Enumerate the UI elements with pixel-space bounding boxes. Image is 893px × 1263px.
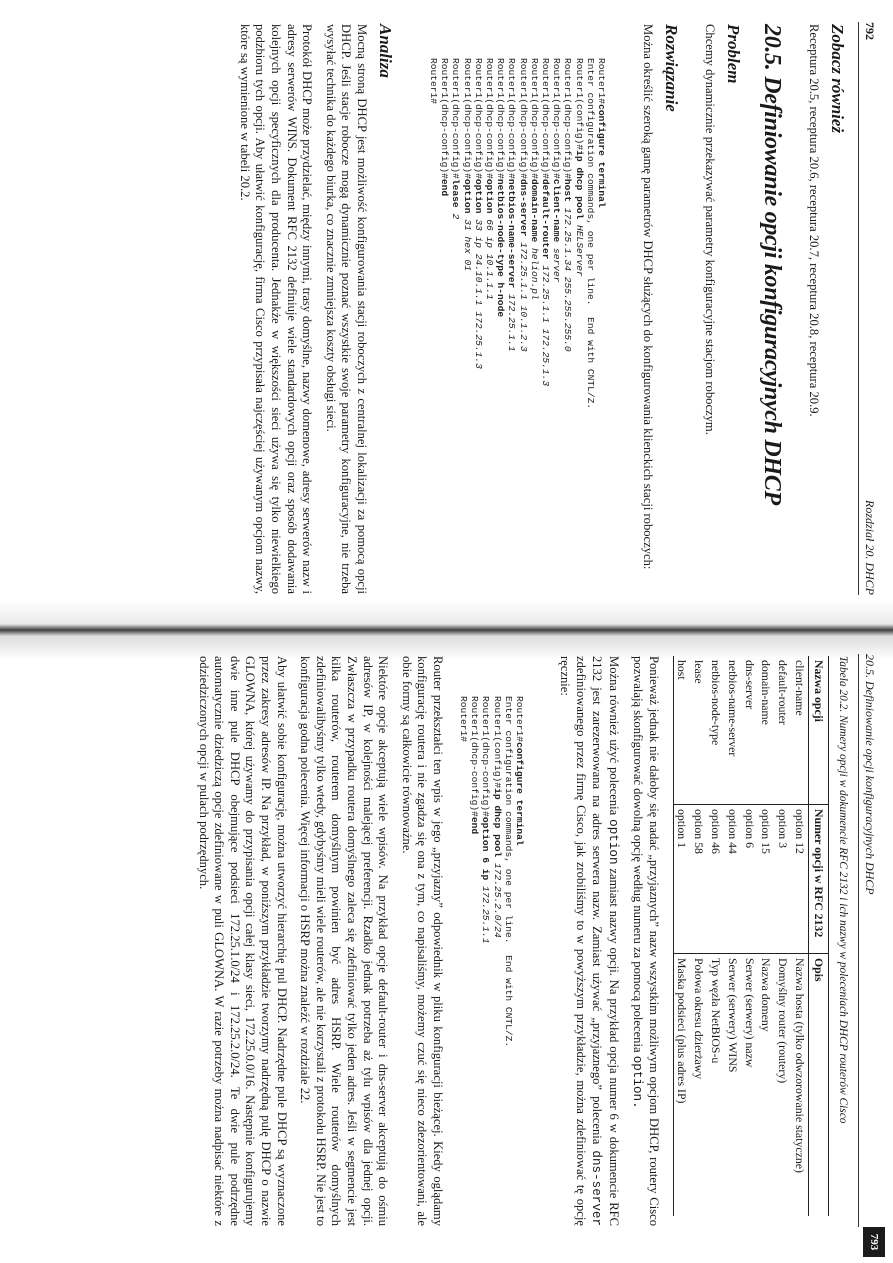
table-cell: domain-name xyxy=(759,660,774,725)
code-line xyxy=(461,58,472,628)
code-prompt: Router1(dhcp-config)# xyxy=(539,58,551,179)
table-row xyxy=(791,656,808,1216)
table-cell: Serwer (serwery) nazw xyxy=(741,954,758,1217)
chapter-running-head: Rozdział 20. DHCP xyxy=(863,499,877,595)
code-command: option xyxy=(472,178,484,214)
table-row xyxy=(673,656,690,1216)
code-argument: 172.25.1.1 xyxy=(506,288,518,352)
code-block xyxy=(458,696,525,1263)
code-prompt: Router1(dhcp-config)# xyxy=(551,58,563,179)
code-line xyxy=(506,58,517,628)
code-argument: 33 ip 24.10.1.1 172.25.1.3 xyxy=(472,213,484,369)
code-prompt: Router1# xyxy=(514,696,525,743)
table-cell: host xyxy=(673,656,690,805)
code-line xyxy=(495,58,506,628)
running-header xyxy=(858,22,881,595)
code-line xyxy=(503,696,514,1263)
code-line xyxy=(473,58,484,628)
code-line xyxy=(450,58,461,628)
paragraph-4: Niektóre opcje akceptują wiele wpisów. Na przykład opcje default-router i dns-server akceptują do ośmiu adresów IP, w kolejności malejącej preferencji. Rzadko jednak potrzeba aż tylu wpisów dla jednej opcji. Zwłaszcza w przypadku routera domyślnego zaleca się zdefiniować tylko jeden adres. Jeśli w segmencie jest kilka routerów, routerem domyślnym powinien być adres HSRP. Wiele routerów domyślnych zdefiniowalibyśmy tylko wtedy, gdybyśmy mieli wiele routerów, ale nie korzystali z protokołu HSRP. Nie jest to konfiguracja godna polecenia. Więcej informacji o HSRP można znaleźć w rozdziale 22. xyxy=(298,656,391,1226)
table-row xyxy=(774,656,791,1216)
code-prompt: Router1(dhcp-config)# xyxy=(469,696,481,817)
code-command: netbios-node-type h-node xyxy=(495,178,507,318)
code-line xyxy=(491,696,502,1263)
inline-code: option. xyxy=(630,1055,645,1109)
code-argument: 172.25.2.0/24 xyxy=(491,857,503,938)
table-cell: option 1 xyxy=(673,805,690,954)
code-block xyxy=(428,58,607,628)
table-cell: Serwer (serwery) WINS xyxy=(724,954,741,1217)
body-text-right-2 xyxy=(195,656,445,1226)
table-caption: Tabela 20.2. Numery opcji w dokumencie RFC 2132 i ich nazwy w poleceniach DHCP routerów Cisco xyxy=(837,656,849,1124)
table-cell: lease xyxy=(692,660,707,684)
code-prompt: Router1# xyxy=(457,696,469,743)
code-line xyxy=(458,696,469,1263)
code-line xyxy=(480,696,491,1263)
table-row xyxy=(690,656,707,1216)
recipe-title-block xyxy=(758,24,785,594)
table-row xyxy=(707,656,724,1216)
code-argument: helion.pl xyxy=(528,242,540,300)
body-text-right xyxy=(556,656,661,1226)
paragraph-5: Aby ułatwić sobie konfigurację, można utworzyć hierarchię pul DHCP. Nadrzędne pule DHCP są wyznaczone przez zakresy adresów IP. Na przykład, w poniższym przykładzie tworzymy nadrzędną pulę DHCP o nazwie GLOWNA, której używamy do przypisania opcji całej klasy sieci, 172.25.0.0/16. Następnie konfigurujemy dwie inne pule DHCP obejmujące podsieci 172.25.1.0/24 i 172.25.2.0/24. Te dwie pule podrzędne automatycznie dziedziczą opcje zdefiniowane w puli GLOWNA. W razie potrzeby można nadpisać niektóre z odziedziczonych opcji w pulach podrzędnych. xyxy=(196,656,289,1226)
code-line xyxy=(439,58,450,628)
code-command: domain-name xyxy=(528,178,540,243)
see-also-heading: Zobacz również xyxy=(828,24,847,134)
code-command: option xyxy=(483,178,495,214)
code-line xyxy=(469,696,480,1263)
analysis-paragraph-2: Protokół DHCP może przydzielać, między innymi, trasy domyślne, nazwy domenowe, adresy serwerów nazw i adresy serwerów WINS. Dokument RFC 2132 definiuje wiele standardowych opcji oraz sposób dodawania kolejnych opcji specyficznych dla producenta. Jednakże w większości sieci używa się tylko niewielkiego podzbioru tych opcji. Aby ułatwić konfigurację, firma Cisco przypisała najczęściej używanym opcjom nazwy, które są wymienione w tabeli 20.2. xyxy=(237,24,315,594)
code-line xyxy=(484,58,495,628)
inline-code: option xyxy=(605,819,620,865)
page-number-right: 793 xyxy=(863,1227,885,1257)
solution-section xyxy=(639,24,681,594)
code-line xyxy=(562,58,573,628)
paragraph-1: Ponieważ jednak nie dałoby się nadać „przyjaznych” nazw wszystkim możliwym opcjom DHCP, routery Cisco pozwalają skonfigurować dowolną opcję według numeru za pomocą polecenia option. xyxy=(630,656,661,1226)
paragraph-3: Router przekształci ten wpis w jego „przyjazny” odpowiednik w pliku konfiguracji bieżącej. Kiedy oglądamy konfigurację routera i nie zgadza się ona z tym, co napisaliśmy, możemy czuć się nieco zdezorientowani, ale obie formy są całkowicie równoważne. xyxy=(399,656,445,1226)
running-header-right xyxy=(858,654,881,1227)
table-cell: option 12 xyxy=(791,805,808,954)
code-line xyxy=(596,58,607,628)
problem-text: Chcemy dynamicznie przekazywać parametry konfiguracyjne stacjom roboczym. xyxy=(703,24,717,435)
analysis-heading: Analiza xyxy=(376,24,395,78)
code-prompt: Router1(dhcp-config)# xyxy=(480,696,492,817)
code-line xyxy=(428,58,439,628)
table-cell: option 46 xyxy=(707,805,724,954)
table-row xyxy=(724,656,741,1216)
code-line xyxy=(540,58,551,628)
code-command: configure terminal xyxy=(596,104,607,208)
code-prompt: Enter configuration commands, one per line. End with CNTL/Z. xyxy=(584,58,596,410)
code-argument: 172.25.1.1 10.1.2.3 xyxy=(517,236,529,352)
analysis-paragraph-1: Mocną stroną DHCP jest możliwość konfigurowania stacji roboczych z centralnej lokalizacji za pomocą opcji DHCP. Jeśli stacje robocze mogą dynamicznie poznać wszystkie swoje parametry konfiguracyjne, nie trzeba wysyłać technika do każdego biurka, co znacznie zmniejsza koszty obsługi sieci. xyxy=(323,24,369,594)
table-cell: option 15 xyxy=(758,805,775,954)
code-prompt: Router1(dhcp-config)# xyxy=(439,58,451,179)
code-prompt: Router1(dhcp-config)# xyxy=(495,58,507,179)
table-cell: Typ węzła NetBIOS-u xyxy=(707,954,724,1217)
code-argument: 172.25.1.1 xyxy=(480,880,492,944)
paragraph-2: Można również użyć polecenia option zamiast nazwy opcji. Na przykład opcja numer 6 w dokumencie RFC 2132 jest zarezerwowana na adres serwera nazw. Zamiast używać „przyjaznego” polecenia dns-server zdefiniowanego przez firmę Cisco, jak zrobiliśmy to w powyższym przykładzie, można zdefiniować tę opcję ręcznie: xyxy=(558,656,621,1226)
code-command: option xyxy=(461,178,473,214)
code-listing-1 xyxy=(428,58,607,628)
code-prompt: Router1# xyxy=(427,58,439,105)
table-cell: Połowa okresu dzierżawy xyxy=(690,954,707,1217)
code-command: ip dhcp pool xyxy=(491,788,503,858)
table-cell: option 44 xyxy=(724,805,741,954)
code-prompt: Router1(dhcp-config)# xyxy=(562,58,574,179)
table-header: Numer opcji w RFC 2132 xyxy=(809,805,829,954)
problem-heading: Problem xyxy=(724,24,743,84)
code-argument: 2 xyxy=(450,207,462,220)
analysis-section xyxy=(236,24,395,594)
left-page xyxy=(0,0,893,631)
code-prompt: Router1# xyxy=(596,58,607,105)
code-line xyxy=(573,58,584,628)
dhcp-options-table xyxy=(673,656,829,1216)
problem-section xyxy=(701,24,743,594)
code-argument: HELServer xyxy=(573,219,585,277)
table-row xyxy=(741,656,758,1216)
table-cell: client-name xyxy=(793,660,807,716)
right-page xyxy=(0,632,893,1263)
section-running-head: 20.5. Definiowanie opcji konfiguracyjnych DHCP xyxy=(863,654,877,895)
code-prompt: Enter configuration commands, one per line. End with CNTL/Z. xyxy=(502,696,514,1048)
table-cell: Nazwa domeny xyxy=(758,954,775,1217)
code-argument: 172.25.1.1 172.25.1.3 xyxy=(539,259,551,387)
page-number: 792 xyxy=(863,22,877,40)
table-header-row xyxy=(809,656,829,1216)
code-argument: 31 hex 01 xyxy=(461,213,473,272)
code-argument: server xyxy=(551,242,563,283)
table-block xyxy=(673,656,849,1226)
code-line xyxy=(529,58,540,628)
code-prompt: Router1(dhcp-config)# xyxy=(528,58,540,179)
table-cell: dns-server xyxy=(742,660,757,710)
code-command: ip dhcp pool xyxy=(573,150,585,220)
see-also-section xyxy=(805,24,847,594)
code-prompt: Router1(dhcp-config)# xyxy=(517,58,529,179)
solution-heading: Rozwiązanie xyxy=(662,24,681,112)
code-line xyxy=(551,58,562,628)
code-prompt: Router1(dhcp-config)# xyxy=(472,58,484,179)
table-cell: Domyślny router (routery) xyxy=(774,954,791,1217)
table-cell: Nazwa hosta (tylko odwzorowanie statyczne) xyxy=(791,954,808,1217)
code-prompt: Router1(dhcp-config)# xyxy=(461,58,473,179)
code-prompt: Router1(dhcp-config)# xyxy=(483,58,495,179)
code-prompt: Router1(dhcp-config)# xyxy=(450,58,462,179)
code-prompt: Router1(config)# xyxy=(573,58,585,151)
code-listing-2 xyxy=(458,696,525,1263)
code-prompt: Router1(dhcp-config)# xyxy=(506,58,518,179)
table-cell: Maska podsieci (plus adres IP) xyxy=(673,954,690,1217)
code-command: dns-server xyxy=(517,178,529,237)
code-command: host xyxy=(562,178,574,202)
code-command: configure terminal xyxy=(514,742,525,846)
see-also-text: Receptura 20.5, receptura 20.6, receptura 20.7, receptura 20.8, receptura 20.9. xyxy=(807,24,821,417)
code-command: end xyxy=(469,816,481,835)
code-command: default-router xyxy=(539,178,551,260)
code-prompt: Router1(config)# xyxy=(491,696,503,789)
inline-code: dns-server xyxy=(589,1150,604,1226)
table-cell: netbios-node-type xyxy=(709,660,724,746)
code-line xyxy=(517,58,528,628)
table-cell: default-router xyxy=(776,660,791,725)
code-command: lease xyxy=(450,178,462,208)
code-argument: 172.25.1.34 255.255.255.0 xyxy=(562,201,574,352)
table-cell: option 58 xyxy=(690,805,707,954)
recipe-title: 20.5. Definiowanie opcji konfiguracyjnych DHCP xyxy=(759,24,785,505)
table-row xyxy=(758,656,775,1216)
table-cell: netbios-name-server xyxy=(725,660,740,757)
table-cell: option 6 xyxy=(741,805,758,954)
code-command: netbios-name-server xyxy=(506,178,518,289)
code-command: option 6 ip xyxy=(480,816,492,881)
code-argument: 66 ip 10.1.1.1 xyxy=(483,213,495,300)
solution-text: Można określić szeroką gamę parametrów DHCP służących do konfigurowania klienckich stacji roboczych: xyxy=(641,24,655,570)
table-header: Opis xyxy=(809,954,829,1217)
code-line xyxy=(585,58,596,628)
code-line xyxy=(514,696,525,1263)
code-command: end xyxy=(439,178,451,197)
table-header: Nazwa opcji xyxy=(809,656,829,805)
code-command: client-name xyxy=(551,178,563,243)
table-cell: option 3 xyxy=(774,805,791,954)
